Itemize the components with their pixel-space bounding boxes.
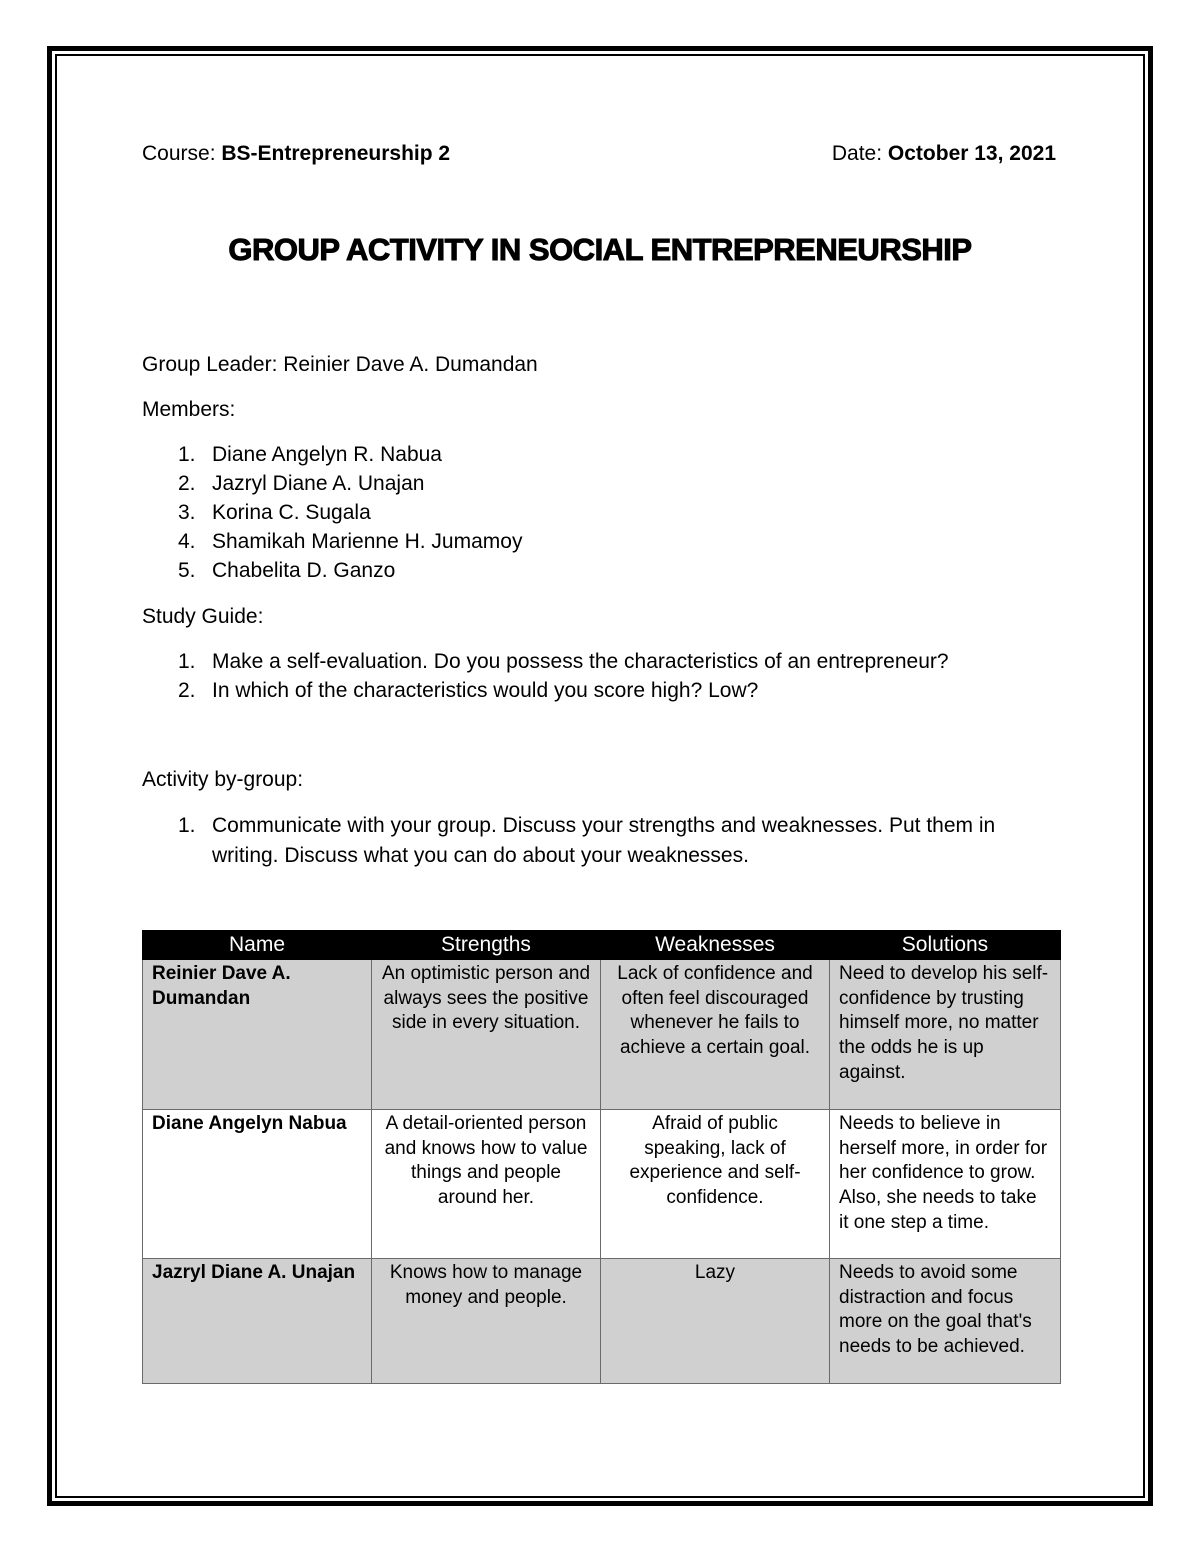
course-label: Course:: [142, 142, 216, 165]
list-item: [142, 527, 522, 556]
cell-weaknesses: Lazy: [601, 1259, 830, 1384]
table-header-row: [143, 931, 1061, 960]
study-guide-text: In which of the characteristics would you score high? Low?: [212, 679, 759, 702]
cell-name: Reinier Dave A. Dumandan: [143, 960, 372, 1110]
members-label: Members:: [142, 398, 236, 421]
cell-strengths: Knows how to manage money and people.: [372, 1259, 601, 1384]
course-value: BS-Entrepreneurship 2: [221, 142, 451, 165]
table-row: [143, 1110, 1061, 1259]
cell-strengths: A detail-oriented person and knows how to value things and people around her.: [372, 1110, 601, 1259]
list-item: [142, 647, 949, 676]
list-item: [142, 469, 522, 498]
list-number: 2.: [178, 679, 196, 702]
cell-solutions: Needs to avoid some distraction and focus more on the goal that's needs to be achieved.: [830, 1259, 1061, 1384]
member-name: Shamikah Marienne H. Jumamoy: [212, 530, 523, 553]
study-guide-text: Make a self-evaluation. Do you possess the characteristics of an entrepreneur?: [212, 650, 949, 673]
date-value: October 13, 2021: [887, 142, 1056, 165]
cell-weaknesses: Afraid of public speaking, lack of experience and self-confidence.: [601, 1110, 830, 1259]
column-header-weaknesses: Weaknesses: [601, 931, 830, 960]
members-list: [142, 440, 522, 585]
table-row: [143, 960, 1061, 1110]
table-row: [143, 1259, 1061, 1384]
column-header-solutions: Solutions: [830, 931, 1061, 960]
cell-name: Jazryl Diane A. Unajan: [143, 1259, 372, 1384]
list-number: 1.: [178, 814, 196, 837]
list-number: 1.: [178, 443, 196, 466]
column-header-strengths: Strengths: [372, 931, 601, 960]
study-guide-label: Study Guide:: [142, 605, 264, 628]
cell-weaknesses: Lack of confidence and often feel discouraged whenever he fails to achieve a certain goal.: [601, 960, 830, 1110]
list-number: 4.: [178, 530, 196, 553]
document-title: GROUP ACTIVITY IN SOCIAL ENTREPRENEURSHIP: [228, 232, 972, 267]
cell-strengths: An optimistic person and always sees the positive side in every situation.: [372, 960, 601, 1110]
member-name: Korina C. Sugala: [212, 501, 371, 524]
column-header-name: Name: [143, 931, 372, 960]
activity-item: [142, 811, 1042, 871]
course-line: [142, 142, 450, 166]
activity-text: Communicate with your group. Discuss your strengths and weaknesses. Put them in writing. Discuss what you can do about your weaknesses.: [212, 814, 996, 867]
member-name: Diane Angelyn R. Nabua: [212, 443, 442, 466]
cell-solutions: Needs to believe in herself more, in order for her confidence to grow. Also, she needs to take it one step a time.: [830, 1110, 1061, 1259]
list-item: [142, 556, 522, 585]
date-label: Date:: [831, 142, 883, 165]
list-item: [142, 676, 949, 705]
list-number: 3.: [178, 501, 196, 524]
cell-name: Diane Angelyn Nabua: [143, 1110, 372, 1259]
member-name: Chabelita D. Ganzo: [212, 559, 396, 582]
activity-label: Activity by-group:: [142, 768, 304, 791]
strengths-weaknesses-table: [142, 930, 1061, 1384]
list-item: [142, 440, 522, 469]
member-name: Jazryl Diane A. Unajan: [212, 472, 425, 495]
group-leader: Group Leader: Reinier Dave A. Dumandan: [142, 353, 538, 376]
list-number: 1.: [178, 650, 196, 673]
list-number: 2.: [178, 472, 196, 495]
list-number: 5.: [178, 559, 196, 582]
cell-solutions: Need to develop his self-confidence by trusting himself more, no matter the odds he is up against.: [830, 960, 1061, 1110]
date-line: [832, 142, 1056, 166]
study-guide-list: [142, 647, 949, 705]
list-item: [142, 498, 522, 527]
